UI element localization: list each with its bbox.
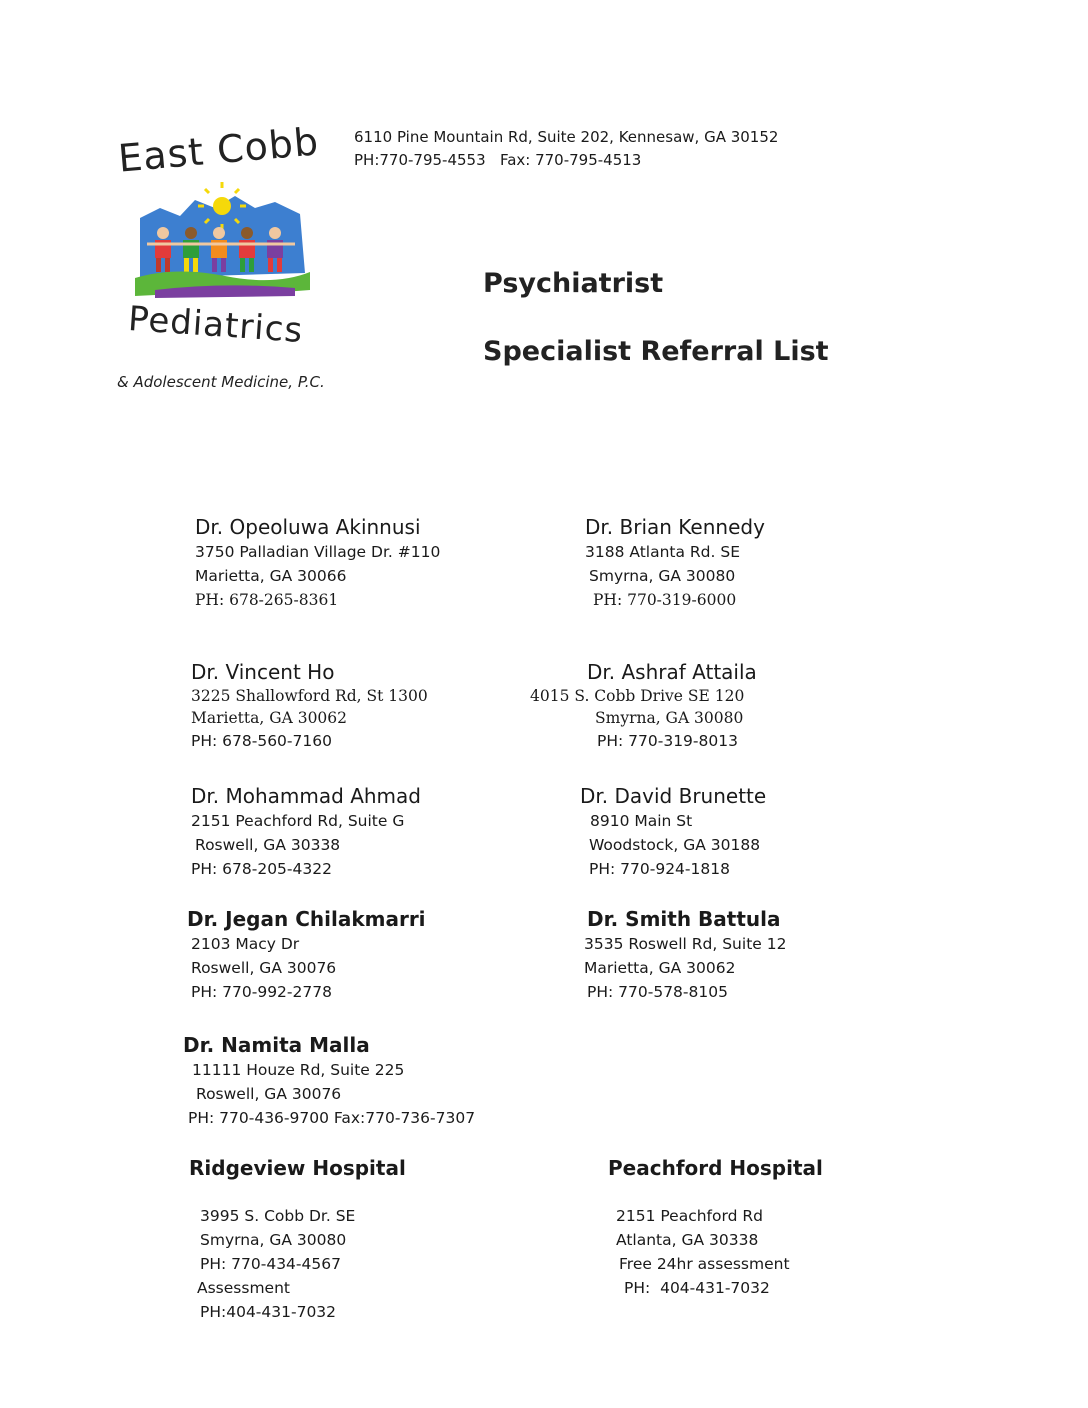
hospital-card	[189, 1155, 406, 1324]
provider-phone: PH: 770-992-2778	[191, 983, 332, 1001]
page-subtitle: Specialist Referral List	[483, 336, 829, 367]
hospital-city: Atlanta, GA 30338	[616, 1231, 759, 1249]
provider-phone: PH: 770-436-9700 Fax:770-736-7307	[188, 1109, 476, 1127]
hospital-address: 3995 S. Cobb Dr. SE	[200, 1207, 356, 1225]
provider-city: Roswell, GA 30338	[195, 836, 341, 854]
provider-name: Dr. Jegan Chilakmarri	[187, 907, 426, 931]
provider-address: 2151 Peachford Rd, Suite G	[191, 812, 405, 830]
provider-city: Roswell, GA 30076	[196, 1085, 342, 1103]
provider-address: 2103 Macy Dr	[191, 935, 300, 953]
provider-phone: PH: 678-205-4322	[191, 860, 332, 878]
provider-name: Dr. Smith Battula	[587, 907, 781, 931]
provider-phone: PH: 678-560-7160	[191, 732, 332, 750]
provider-city: Smyrna, GA 30080	[595, 709, 744, 727]
provider-phone: PH: 678-265-8361	[195, 591, 339, 609]
logo-bottom-text: Pediatrics	[126, 298, 305, 352]
hospital-city: Smyrna, GA 30080	[200, 1231, 347, 1249]
provider-address: 4015 S. Cobb Drive SE 120	[530, 687, 745, 705]
provider-address: 3535 Roswell Rd, Suite 12	[584, 935, 787, 953]
provider-card	[195, 514, 440, 612]
provider-name: Dr. Vincent Ho	[191, 660, 335, 684]
provider-city: Smyrna, GA 30080	[589, 567, 736, 585]
provider-phone: PH: 770-924-1818	[589, 860, 730, 878]
hospital-assessment-label: Assessment	[197, 1279, 290, 1297]
provider-card	[183, 1032, 475, 1130]
provider-address: 11111 Houze Rd, Suite 225	[192, 1061, 405, 1079]
provider-name: Dr. Opeoluwa Akinnusi	[195, 515, 421, 539]
page-title: Psychiatrist	[483, 268, 664, 299]
hospital-address: 2151 Peachford Rd	[616, 1207, 763, 1225]
logo-top-text: East Cobb	[116, 119, 321, 181]
hospital-assessment-phone: PH:404-431-7032	[200, 1303, 337, 1321]
provider-card	[191, 659, 428, 753]
provider-city: Marietta, GA 30062	[191, 709, 348, 727]
logo-subtitle: & Adolescent Medicine, P.C.	[117, 373, 325, 391]
hospital-phone: PH: 770-434-4567	[200, 1255, 341, 1273]
provider-card	[580, 783, 766, 881]
provider-address: 3188 Atlanta Rd. SE	[585, 543, 741, 561]
provider-name: Dr. Brian Kennedy	[585, 515, 765, 539]
provider-city: Marietta, GA 30066	[195, 567, 347, 585]
provider-card	[187, 906, 426, 1004]
hospital-name: Peachford Hospital	[608, 1156, 823, 1180]
provider-name: Dr. David Brunette	[580, 784, 767, 808]
logo-children-illustration	[135, 178, 310, 303]
practice-phone-fax: PH:770-795-4553 Fax: 770-795-4513	[354, 151, 642, 169]
provider-phone: PH: 770-319-6000	[593, 591, 737, 609]
provider-card	[191, 783, 421, 881]
provider-name: Dr. Namita Malla	[183, 1033, 370, 1057]
provider-city: Roswell, GA 30076	[191, 959, 337, 977]
provider-address: 8910 Main St	[590, 812, 693, 830]
hospital-phone: PH: 404-431-7032	[624, 1279, 770, 1297]
provider-city: Marietta, GA 30062	[584, 959, 736, 977]
provider-name: Dr. Mohammad Ahmad	[191, 784, 421, 808]
provider-name: Dr. Ashraf Attaila	[587, 660, 757, 684]
provider-address: 3750 Palladian Village Dr. #110	[195, 543, 441, 561]
provider-phone: PH: 770-319-8013	[597, 732, 738, 750]
provider-card	[584, 906, 786, 1004]
provider-card	[530, 659, 757, 753]
hospital-assessment-note: Free 24hr assessment	[619, 1255, 790, 1273]
provider-card	[585, 514, 765, 612]
provider-city: Woodstock, GA 30188	[589, 836, 761, 854]
practice-address: 6110 Pine Mountain Rd, Suite 202, Kennesaw, GA 30152	[354, 128, 779, 146]
hospital-card	[608, 1155, 823, 1300]
provider-phone: PH: 770-578-8105	[587, 983, 728, 1001]
provider-address: 3225 Shallowford Rd, St 1300	[191, 687, 428, 705]
hospital-name: Ridgeview Hospital	[189, 1156, 406, 1180]
